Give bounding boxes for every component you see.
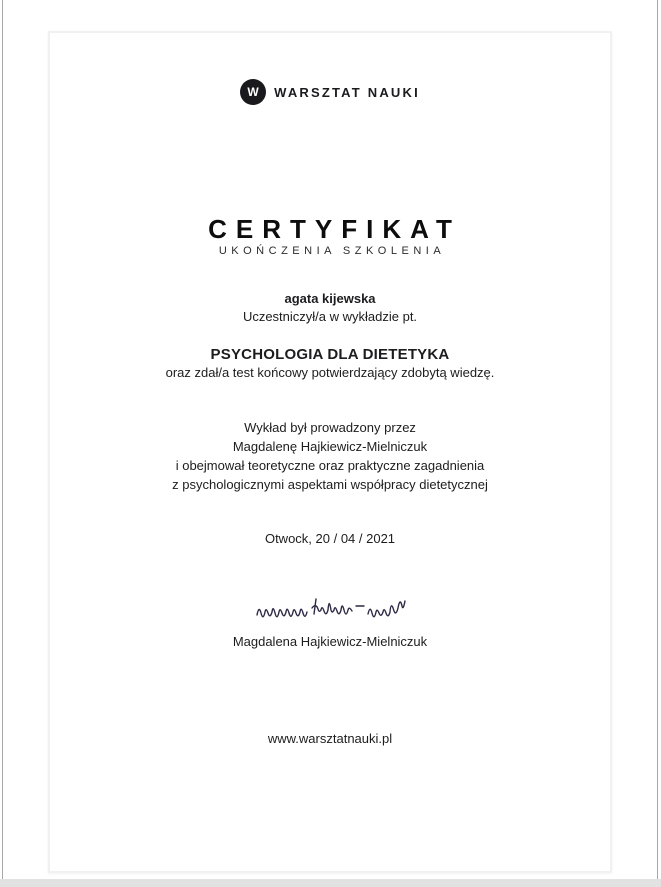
brand-logo: [50, 79, 610, 105]
description-line: Magdalenę Hajkiewicz-Mielniczuk: [232, 439, 428, 454]
participation-line: Uczestniczył/a w wykładzie pt.: [242, 309, 418, 324]
recipient-name: agata kijewska: [284, 291, 376, 306]
signer-printed-name: Magdalena Hajkiewicz-Mielniczuk: [232, 634, 428, 649]
certificate-title: CERTYFIKAT: [208, 214, 461, 244]
viewer-bottom-strip: [0, 879, 661, 887]
place-and-date: Otwock, 20 / 04 / 2021: [264, 531, 396, 546]
description-line: z psychologicznymi aspektami współpracy dietetycznej: [172, 477, 488, 492]
logo-w-monogram-icon: [240, 79, 266, 105]
viewer-left-edge: [2, 0, 3, 887]
handwritten-signature-icon: [50, 588, 610, 630]
website-url: www.warsztatnauki.pl: [267, 731, 393, 746]
certificate-subtitle: UKOŃCZENIA SZKOLENIA: [218, 245, 446, 257]
viewer-right-edge: [657, 0, 658, 887]
description-line: i obejmował teoretyczne oraz praktyczne zagadnienia: [175, 458, 485, 473]
exam-line: oraz zdał/a test końcowy potwierdzający zdobytą wiedzę.: [165, 365, 495, 380]
description-line: Wykład był prowadzony przez: [244, 420, 416, 435]
course-description: [50, 418, 610, 494]
brand-name: WARSZTAT NAUKI: [274, 84, 420, 100]
course-title: PSYCHOLOGIA DLA DIETETYKA: [210, 346, 450, 363]
certificate-page: [48, 31, 612, 873]
logo-letter: W: [247, 85, 259, 99]
